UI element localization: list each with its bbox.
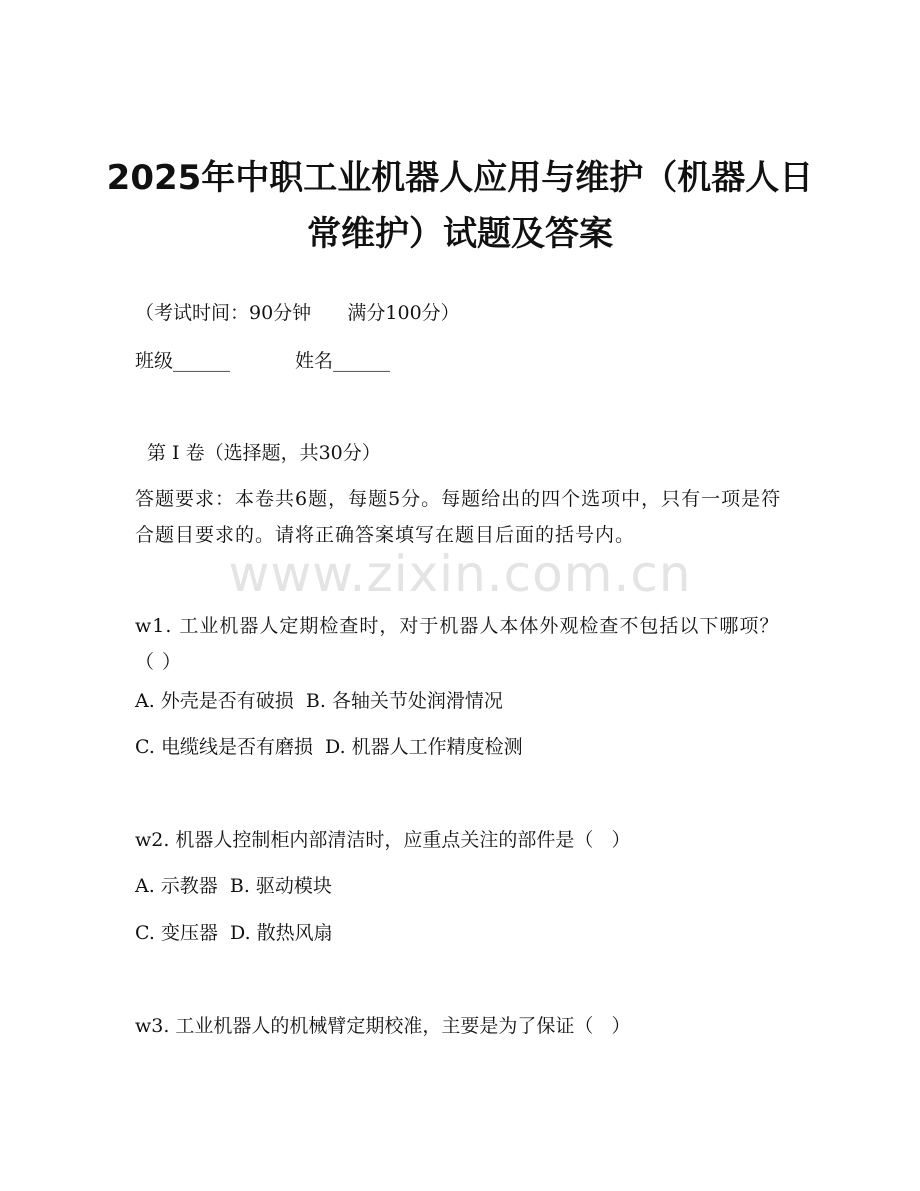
- question-options: A. 示教器 B. 驱动模块: [135, 875, 332, 897]
- section-title: 第 I 卷（选择题，共30分）: [147, 442, 381, 464]
- watermark: www.zixin.com.cn: [228, 545, 692, 603]
- question-stem: w2. 机器人控制柜内部清洁时，应重点关注的部件是（ ）: [135, 829, 631, 851]
- question-stem: w3. 工业机器人的机械臂定期校准，主要是为了保证（ ）: [135, 1015, 631, 1037]
- question-options: A. 外壳是否有破损 B. 各轴关节处润滑情况: [135, 690, 503, 712]
- question-options: C. 电缆线是否有磨损 D. 机器人工作精度检测: [135, 736, 523, 758]
- question-stem: w1. 工业机器人定期检查时，对于机器人本体外观检查不包括以下哪项？（ ）: [135, 615, 780, 673]
- name-field: 姓名______: [295, 350, 391, 372]
- class-field: 班级______: [135, 350, 231, 372]
- page-title: 2025年中职工业机器人应用与维护（机器人日常维护）试题及答案: [106, 158, 814, 254]
- question-options: C. 变压器 D. 散热风扇: [135, 922, 333, 944]
- instructions: 答题要求：本卷共6题，每题5分。每题给出的四个选项中，只有一项是符合题目要求的。请将正确答案填写在题目后面的括号内。: [135, 488, 782, 546]
- exam-info: （考试时间：90分钟 满分100分）: [135, 302, 460, 324]
